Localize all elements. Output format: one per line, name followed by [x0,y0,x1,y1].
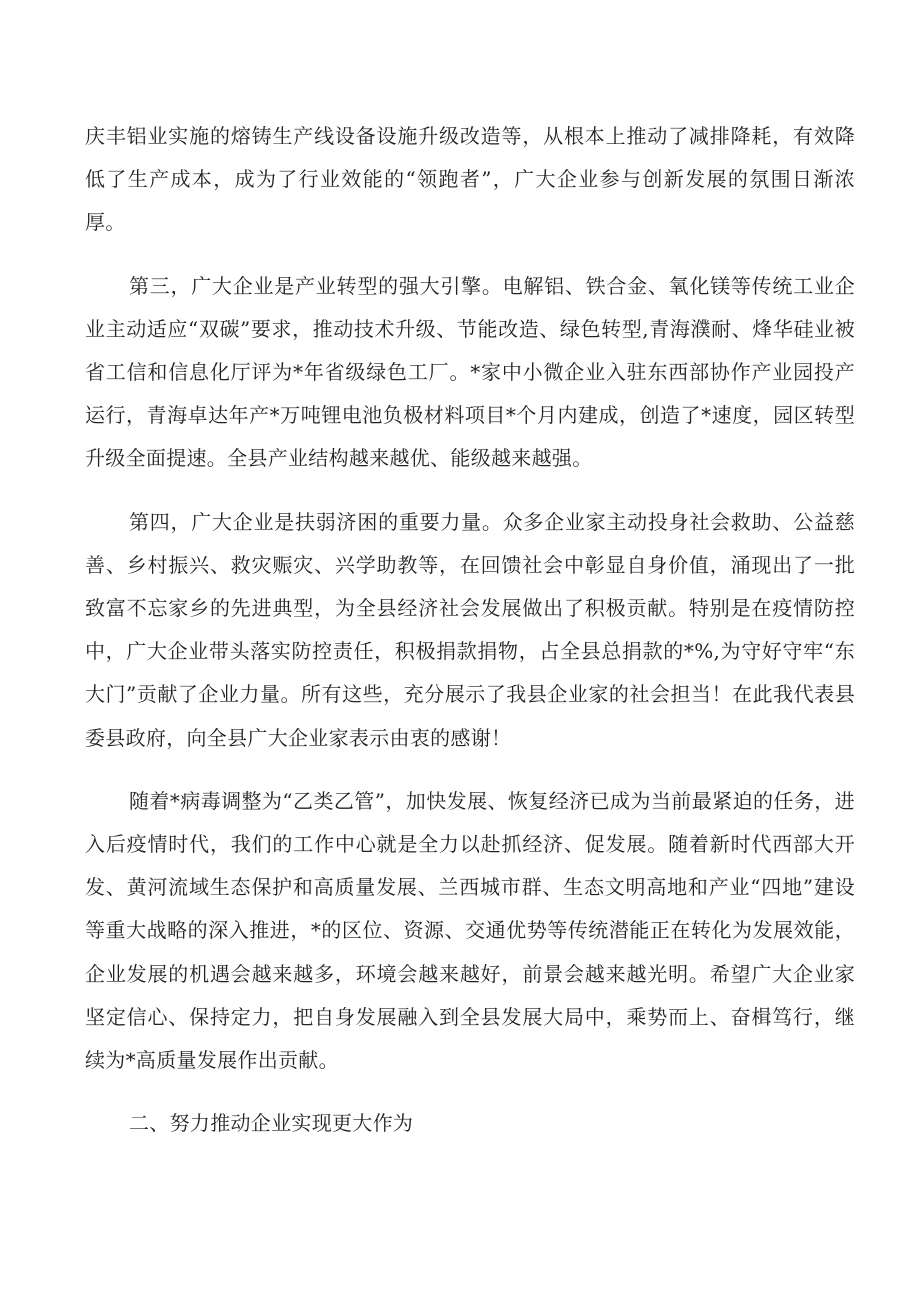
document-body [85,115,855,1165]
paragraph-post-epidemic: 随着*病毒调整为“乙类乙管”，加快发展、恢复经济已成为当前最紧迫的任务，进入后疫情时代，我们的工作中心就是全力以赴抓经济、促发展。随着新时代西部大开发、黄河流域生态保护和高质量发展、兰西城市群、生态文明高地和产业“四地”建设等重大战略的深入推进，*的区位、资源、交通优势等传统潜能正在转化为发展效能，企业发展的机遇会越来越多，环境会越来越好，前景会越来越光明。希望广大企业家坚定信心、保持定力，把自身发展融入到全县发展大局中，乘势而上、奋楫笃行，继续为*高质量发展作出贡献。 [85,788,855,1073]
paragraph-continuation: 庆丰铝业实施的熔铸生产线设备设施升级改造等，从根本上推动了减排降耗，有效降低了生产成本，成为了行业效能的“领跑者”，广大企业参与创新发展的氛围日渐浓厚。 [85,124,855,235]
paragraph-fourth-point: 第四，广大企业是扶弱济困的重要力量。众多企业家主动投身社会救助、公益慈善、乡村振兴、救灾赈灾、兴学助教等，在回馈社会中彰显自身价值，涌现出了一批致富不忘家乡的先进典型，为全县经济社会发展做出了积极贡献。特别是在疫情防控中，广大企业带头落实防控责任，积极捐款捐物，占全县总捐款的*%,为守好守牢“东大门”贡献了企业力量。所有这些，充分展示了我县企业家的社会担当！在此我代表县委县政府，向全县广大企业家表示由衷的感谢！ [85,509,855,750]
paragraph-third-point: 第三，广大企业是产业转型的强大引擎。电解铝、铁合金、氧化镁等传统工业企业主动适应“双碳”要求，推动技术升级、节能改造、绿色转型,青海濮耐、烽华硅业被省工信和信息化厅评为*年省级绿色工厂。*家中小微企业入驻东西部协作产业园投产运行，青海卓达年产*万吨锂电池负极材料项目*个月内建成，创造了*速度，园区转型升级全面提速。全县产业结构越来越优、能级越来越强。 [85,273,855,471]
section-heading: 二、努力推动企业实现更大作为 [129,1111,414,1136]
